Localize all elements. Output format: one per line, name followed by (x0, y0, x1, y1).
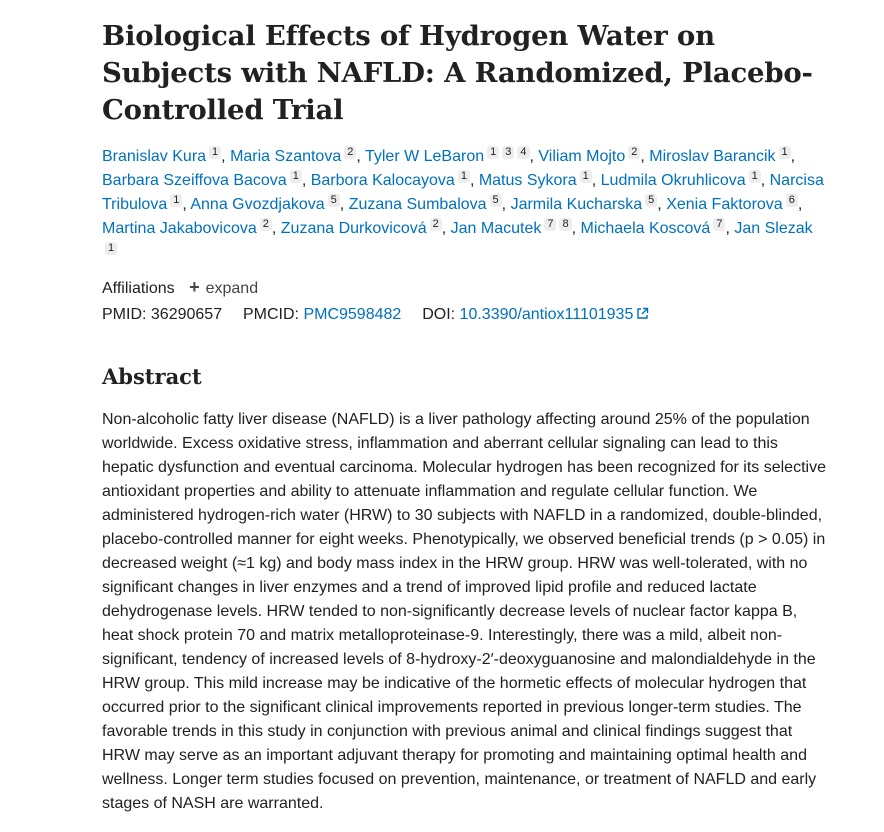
affiliation-badge[interactable]: 1 (749, 170, 761, 183)
author-link[interactable]: Viliam Mojto (538, 148, 626, 165)
affiliation-badge[interactable]: 7 (713, 218, 725, 231)
author-link[interactable]: Matus Sykora (478, 172, 577, 189)
author-item (649, 148, 790, 165)
affiliation-badge[interactable]: 8 (559, 218, 571, 231)
author-link[interactable]: Xenia Faktorova (666, 196, 783, 213)
affiliation-badge[interactable]: 6 (786, 194, 798, 207)
author-item (349, 196, 502, 213)
author-item (365, 148, 530, 165)
author-link[interactable]: Michaela Koscová (580, 220, 711, 237)
pmid-value: 36290657 (150, 306, 223, 323)
affiliation-badge[interactable]: 1 (170, 194, 182, 207)
author-link[interactable]: Jan Macutek (450, 220, 542, 237)
pmcid-link[interactable]: PMC9598482 (303, 306, 402, 323)
affiliation-badge[interactable]: 1 (779, 146, 791, 159)
author-link[interactable]: Barbara Szeiffova Bacova (102, 172, 287, 189)
doi-value: 10.3390/antiox11101935 (459, 306, 634, 323)
author-item (511, 196, 658, 213)
article-header (102, 18, 827, 832)
affiliation-badge[interactable]: 3 (502, 146, 514, 159)
affiliations-row (102, 277, 827, 299)
author-item (601, 172, 761, 189)
author-link[interactable]: Martina Jakabovicova (102, 220, 257, 237)
identifiers-row (102, 305, 827, 325)
affiliation-badge[interactable]: 1 (580, 170, 592, 183)
author-item (281, 220, 442, 237)
affiliation-badge[interactable]: 1 (458, 170, 470, 183)
author-link[interactable]: Ludmila Okruhlicova (600, 172, 746, 189)
author-item (538, 148, 640, 165)
expand-affiliations-button[interactable] (189, 277, 259, 297)
author-link[interactable]: Maria Szantova (230, 148, 342, 165)
author-link[interactable]: Narcisa Tribulova (102, 172, 824, 213)
author-item (190, 196, 339, 213)
author-item (451, 220, 572, 237)
author-item (102, 220, 272, 237)
author-item (666, 196, 798, 213)
author-item (102, 172, 302, 189)
affiliation-badge[interactable]: 5 (328, 194, 340, 207)
author-item (580, 220, 725, 237)
author-item (230, 148, 356, 165)
author-item (479, 172, 592, 189)
expand-label: expand (205, 280, 259, 297)
affiliation-badge[interactable]: 2 (430, 218, 442, 231)
author-link[interactable]: Barbora Kalocayova (310, 172, 455, 189)
plus-icon: + (189, 277, 200, 297)
author-link[interactable]: Zuzana Durkovicová (280, 220, 427, 237)
author-link[interactable]: Jarmila Kucharska (510, 196, 643, 213)
author-item (311, 172, 470, 189)
author-item (102, 148, 221, 165)
pmcid-label: PMCID: (243, 306, 299, 323)
author-link[interactable]: Zuzana Sumbalova (348, 196, 487, 213)
article-title: Biological Effects of Hydrogen Water on Subjects with NAFLD: A Randomized, Placebo-Controlled Trial (102, 20, 813, 126)
external-link-icon (636, 307, 649, 320)
affiliation-badge[interactable]: 7 (544, 218, 556, 231)
affiliation-badge[interactable]: 2 (344, 146, 356, 159)
affiliation-badge[interactable]: 2 (628, 146, 640, 159)
doi-label: DOI: (422, 306, 456, 323)
pmid-label: PMID: (102, 306, 147, 323)
affiliation-badge[interactable]: 5 (490, 194, 502, 207)
affiliation-badge[interactable]: 1 (487, 146, 499, 159)
affiliation-badge[interactable]: 1 (290, 170, 302, 183)
affiliation-badge[interactable]: 1 (209, 146, 221, 159)
author-link[interactable]: Anna Gvozdjakova (190, 196, 325, 213)
author-link[interactable]: Branislav Kura (102, 148, 207, 165)
author-link[interactable]: Jan Slezak (734, 220, 813, 237)
affiliations-label: Affiliations (102, 280, 175, 297)
abstract-heading: Abstract (102, 364, 202, 389)
author-list: Branislav Kura 1 , Maria Szantova 2 , Tyler W LeBaron 1 3 4 , Viliam Mojto 2 , Miroslav Barancik 1 , Barbara Szeiffova Bacova 1 , Barbora Kalocayova 1 , Matus Sykora 1 , Ludmila Okruhlicova 1 , Narcisa Tribulova 1 , Anna Gvozdjakova 5 , Zuzana Sumbalova 5 , Jarmila Kucharska 5 , Xenia Faktorova 6 , Martina Jakabovicova 2 , Zuzana Durkovicová 2 , Jan Macutek 7 8 , Michaela Koscová 7 , Jan Slezak1 (102, 145, 827, 265)
affiliation-badge[interactable]: 2 (260, 218, 272, 231)
doi-link[interactable] (460, 306, 650, 323)
abstract-text: Non-alcoholic fatty liver disease (NAFLD) is a liver pathology affecting around 25% of the population worldwide. Excess oxidative stress, inflammation and aberrant cellular signaling can lead to this hepatic dysfunction and eventual carcinoma. Molecular hydrogen has been recognized for its selective antioxidant properties and ability to attenuate inflammation and regulate cellular function. We administered hydrogen-rich water (HRW) to 30 subjects with NAFLD in a randomized, double-blinded, placebo-controlled manner for eight weeks. Phenotypically, we observed beneficial trends (p > 0.05) in decreased weight (≈1 kg) and body mass index in the HRW group. HRW was well-tolerated, with no significant changes in liver enzymes and a trend of improved lipid profile and reduced lactate dehydrogenase levels. HRW tended to non-significantly decrease levels of nuclear factor kappa B, heat shock protein 70 and matrix metalloproteinase-9. Interestingly, there was a mild, albeit non-significant, tendency of increased levels of 8-hydroxy-2′-deoxyguanosine and malondialdehyde in the HRW group. This mild increase may be indicative of the hormetic effects of molecular hydrogen that occurred prior to the significant clinical improvements reported in previous longer-term studies. The favorable trends in this study in conjunction with previous animal and clinical findings suggest that HRW may serve as an important adjuvant therapy for promoting and maintaining optimal health and wellness. Longer term studies focused on prevention, maintenance, or treatment of NAFLD and early stages of NASH are warranted. (102, 411, 826, 813)
author-link[interactable]: Miroslav Barancik (649, 148, 776, 165)
affiliation-badge[interactable]: 1 (105, 242, 117, 255)
affiliation-badge[interactable]: 5 (645, 194, 657, 207)
affiliation-badge[interactable]: 4 (517, 146, 529, 159)
author-link[interactable]: Tyler W LeBaron (364, 148, 485, 165)
